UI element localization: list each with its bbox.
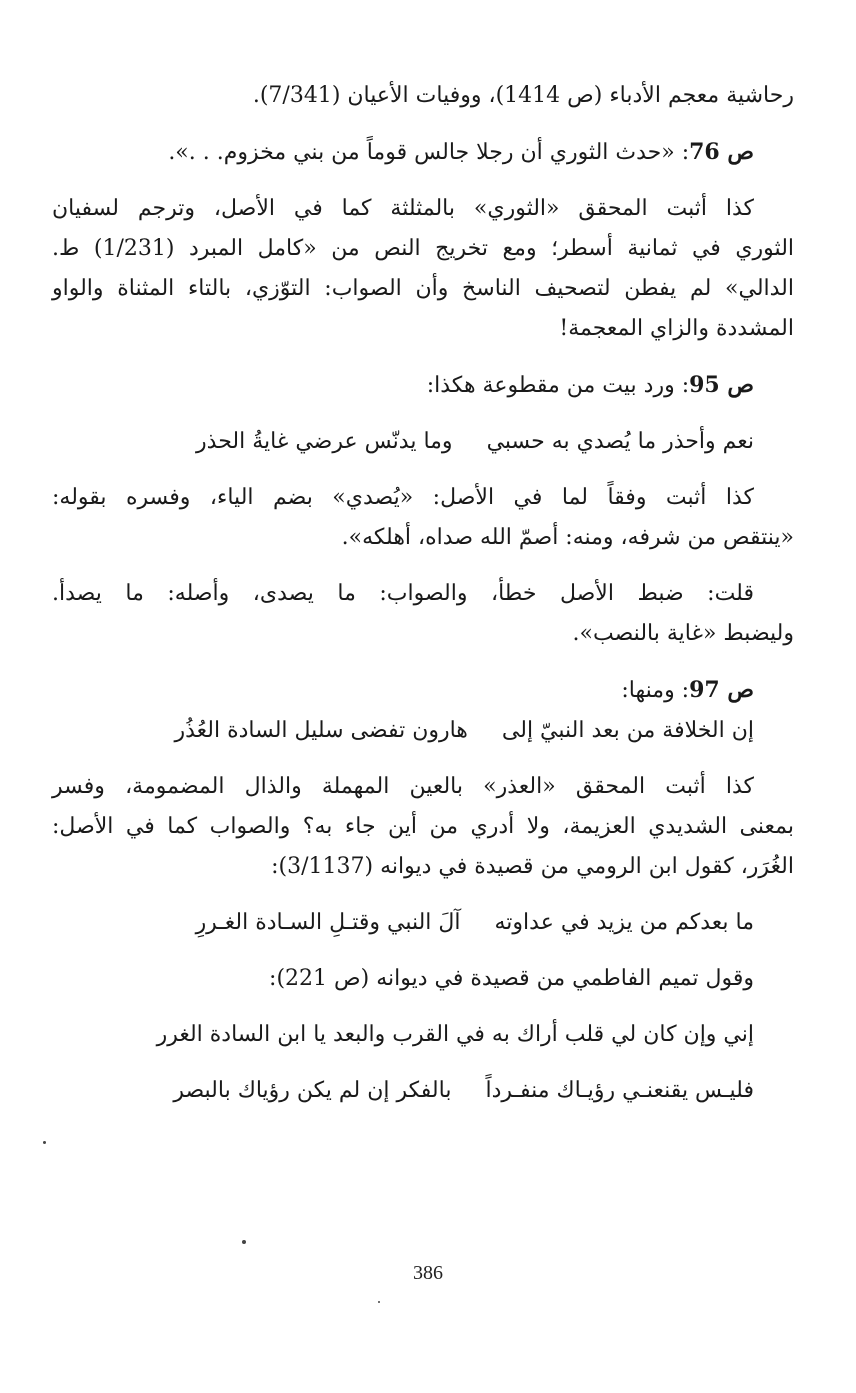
verse-3-first-hemistich: ما بعدكم من يزيد في عداوته: [494, 910, 754, 935]
scan-speck: [242, 1240, 246, 1244]
paragraph-line: وليضبط «غاية بالنصب».: [572, 621, 794, 646]
paragraph-line: الدالي» لم يفطن لتصحيف الناسخ وأن الصواب: التوّزي، بالتاء المثناة والواو: [52, 276, 794, 301]
paragraph-line: «ينتقص من شرفه، ومنه: أصمّ الله صداه، أهلكه».: [341, 525, 794, 550]
paragraph-thawri: [52, 189, 794, 349]
paragraph-qult: [52, 574, 794, 654]
scan-speck: [378, 1301, 380, 1303]
paragraph-udhur: [52, 767, 794, 887]
verse-2: [52, 711, 794, 751]
paragraph-line: قلت: ضبط الأصل خطأ، والصواب: ما يصدى، وأصله: ما يصدأ.: [52, 581, 754, 606]
paragraph-line: المشددة والزاي المعجمة!: [559, 316, 794, 341]
verse-5: [52, 1071, 794, 1111]
page-ref-76: ص 76: [689, 139, 754, 165]
line-tamim: وقول تميم الفاطمي من قصيدة في ديوانه (ص 221):: [269, 966, 754, 991]
verse-4-text: إني وإن كان لي قلب أراك به في القرب والبعد يا ابن السادة الغرر: [156, 1022, 754, 1047]
verse-1-second-hemistich: وما يدنّس عرضي غايةُ الحذر: [196, 429, 453, 454]
paragraph-line: الثوري في ثمانية أسطر؛ ومع تخريج النص من «كامل المبرد (1/231) ط.: [52, 236, 795, 261]
verse-1: [52, 422, 794, 462]
verse-2-second-hemistich: هارون تفضى سليل السادة العُذُر: [174, 718, 468, 743]
page-ref-95: ص 95: [689, 372, 754, 398]
page-number: 386: [413, 1262, 443, 1284]
verse-4: [52, 1015, 794, 1055]
verse-3-second-hemistich: آلَ النبي وقتـلِ السـادة الغـررِ: [195, 910, 461, 935]
entry-97-text: : ومنها:: [621, 678, 690, 703]
paragraph-line: كذا أثبت وفقاً لما في الأصل: «يُصدي» بضم الياء، وفسره بقوله:: [52, 485, 754, 510]
page-body: [52, 76, 794, 1111]
entry-76-text: : «حدث الثوري أن رجلا جالس قوماً من بني مخزوم. . .».: [168, 140, 690, 165]
paragraph-line: بمعنى الشديدي العزيمة، ولا أدري من أين جاء به؟ والصواب كما في الأصل:: [52, 814, 794, 839]
entry-page-97: [52, 670, 794, 711]
entry-95-text: : ورد بيت من مقطوعة هكذا:: [426, 373, 690, 398]
paragraph-line: كذا أثبت المحقق «الثوري» بالمثلثة كما في الأصل، وترجم لسفيان: [52, 196, 754, 221]
paragraph-line: الغُرَر، كقول ابن الرومي من قصيدة في ديوانه (3/1137):: [271, 854, 794, 879]
page-ref-97: ص 97: [689, 677, 754, 703]
entry-page-76: [52, 132, 794, 173]
verse-1-first-hemistich: نعم وأحذر ما يُصدي به حسبي: [486, 429, 754, 454]
verse-5-first-hemistich: فليـس يقنعنـي رؤيـاك منفـرداً: [485, 1078, 754, 1103]
paragraph-line: كذا أثبت المحقق «العذر» بالعين المهملة والذال المضمومة، وفسر: [52, 774, 754, 799]
paragraph-yusdi: [52, 478, 794, 558]
scan-speck: [43, 1141, 46, 1144]
entry-page-95: [52, 365, 794, 406]
verse-3: [52, 903, 794, 943]
verse-5-second-hemistich: بالفكر إن لم يكن رؤياك بالبصر: [173, 1078, 452, 1103]
line-hashiya: رحاشية معجم الأدباء (ص 1414)، ووفيات الأعيان (7/341).: [252, 83, 794, 108]
verse-2-first-hemistich: إن الخلافة من بعد النبيّ إلى: [501, 718, 754, 743]
